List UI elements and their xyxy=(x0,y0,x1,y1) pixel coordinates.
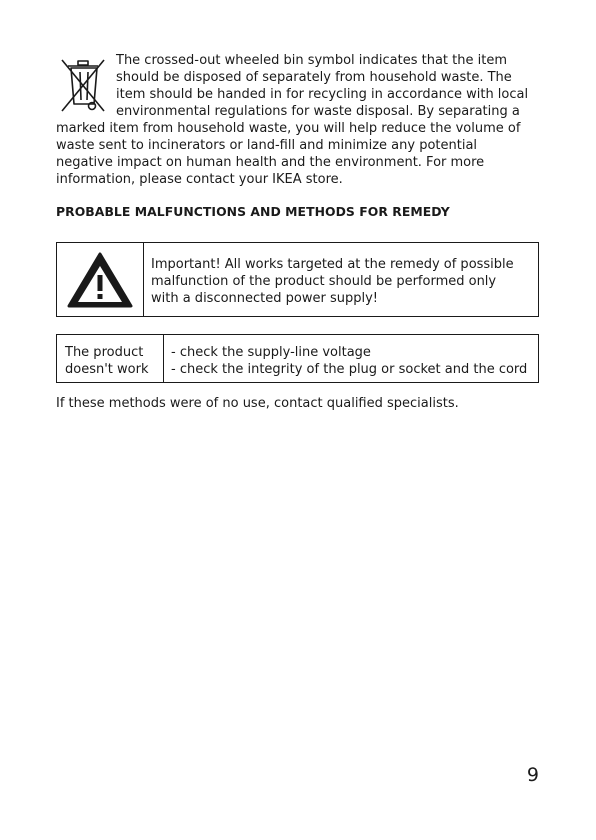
disposal-text xyxy=(56,52,531,188)
problem-line: The product xyxy=(65,345,144,360)
warning-icon-cell xyxy=(57,243,144,316)
problem-cell xyxy=(57,335,164,383)
problem-line: doesn't work xyxy=(65,362,149,377)
warning-triangle-icon xyxy=(66,251,134,309)
crossed-out-wheeled-bin-icon xyxy=(56,54,110,114)
warning-line: with a disconnected power supply! xyxy=(151,291,378,306)
remedy-cell xyxy=(164,335,539,383)
remedy-line: - check the supply-line voltage xyxy=(171,345,371,360)
disposal-line: negative impact on human health and the environment. For more xyxy=(56,155,485,170)
section-heading: PROBABLE MALFUNCTIONS AND METHODS FOR REMEDY xyxy=(56,204,450,219)
troubleshooting-table xyxy=(56,334,539,383)
footer-note: If these methods were of no use, contact qualified specialists. xyxy=(56,396,459,411)
disposal-line: waste sent to incinerators or land-fill and minimize any potential xyxy=(56,138,478,153)
disposal-line: The crossed-out wheeled bin symbol indicates that the item xyxy=(116,53,507,68)
disposal-line: should be disposed of separately from household waste. The xyxy=(116,70,512,85)
warning-line: malfunction of the product should be performed only xyxy=(151,274,497,289)
table-row xyxy=(57,335,539,383)
remedy-line: - check the integrity of the plug or socket and the cord xyxy=(171,362,528,377)
page-number: 9 xyxy=(526,764,539,786)
disposal-line: item should be handed in for recycling in accordance with local xyxy=(116,87,529,102)
disposal-section xyxy=(56,52,531,188)
disposal-line: environmental regulations for waste disposal. By separating a xyxy=(116,104,520,119)
disposal-line: marked item from household waste, you will help reduce the volume of xyxy=(56,121,521,136)
warning-line: Important! All works targeted at the remedy of possible xyxy=(151,257,514,272)
warning-box xyxy=(56,242,539,317)
warning-text xyxy=(144,243,514,316)
disposal-line: information, please contact your IKEA store. xyxy=(56,172,343,187)
